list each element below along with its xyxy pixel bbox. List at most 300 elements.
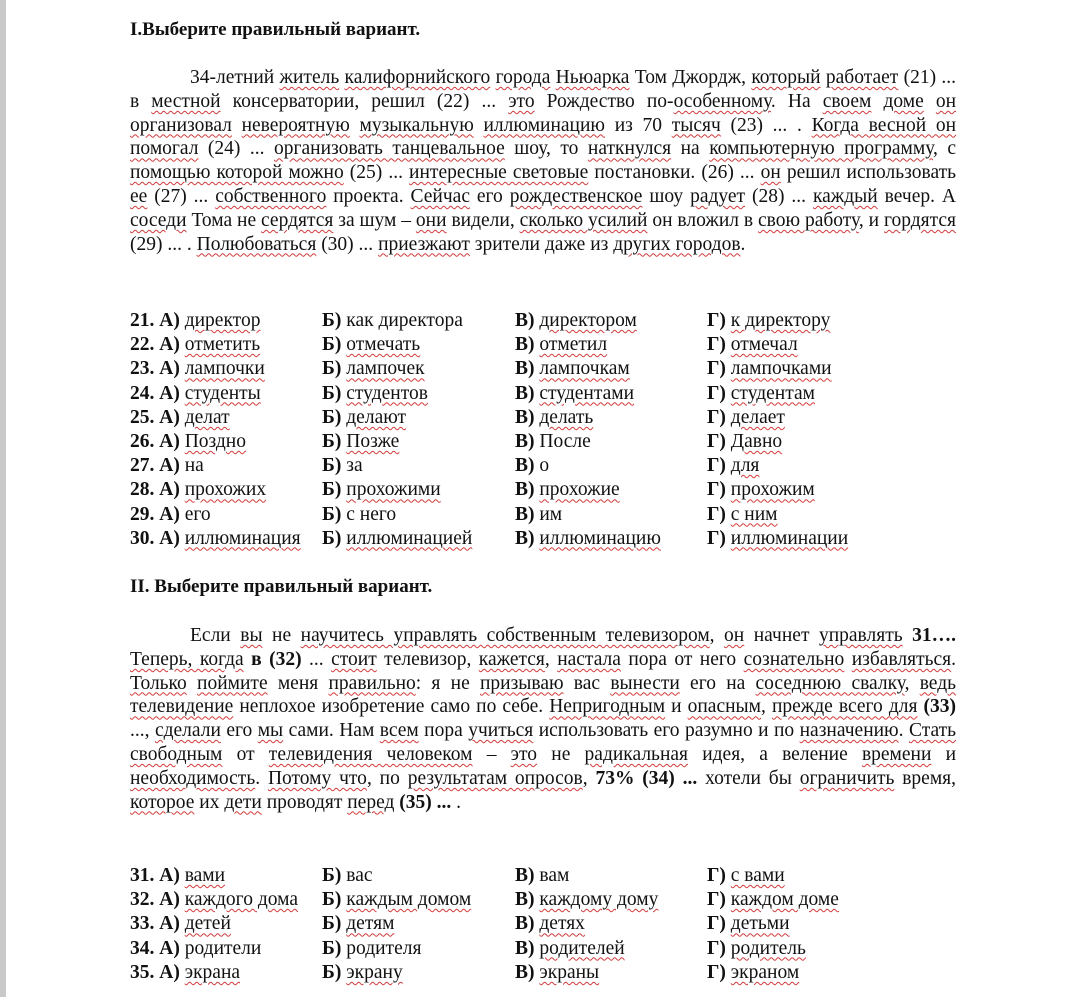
spellcheck-flagged-text: правильно xyxy=(328,672,416,694)
option-text: каждым домом xyxy=(346,889,472,911)
spellcheck-flagged-text: Теперь, когда xyxy=(130,648,244,670)
paragraph-text: на xyxy=(680,138,710,160)
option-letter: В) xyxy=(515,503,540,525)
option-a xyxy=(130,357,265,381)
option-text: экраном xyxy=(730,961,800,983)
paragraph-text xyxy=(232,115,242,136)
question-21-row xyxy=(130,309,960,333)
option-letter: Г) xyxy=(707,913,731,935)
option-letter: В) xyxy=(515,382,540,404)
spellcheck-flagged-text: призываю xyxy=(479,672,564,694)
paragraph-text: , xyxy=(544,648,558,670)
option-b xyxy=(322,527,472,551)
paragraph-text: и xyxy=(931,743,957,765)
option-c xyxy=(515,454,549,478)
question-32-row xyxy=(130,888,960,912)
paragraph-text: (25) ... xyxy=(343,162,410,184)
option-letter: Б) xyxy=(322,310,347,331)
question-26-row xyxy=(130,430,960,454)
paragraph-text: Если xyxy=(190,625,241,646)
paragraph-text: от xyxy=(222,743,269,765)
option-letter: Г) xyxy=(707,406,731,428)
paragraph-text: постановки. (26) ... xyxy=(594,162,761,184)
option-text: лампочек xyxy=(346,358,425,380)
option-letter: А) xyxy=(159,527,185,549)
paragraph-text: хотели бы xyxy=(697,767,800,789)
question-29-row xyxy=(130,503,960,527)
spellcheck-flagged-text: музыкальную xyxy=(359,114,474,136)
paragraph-text: за шум – xyxy=(333,209,416,231)
paragraph-text: время, xyxy=(894,767,957,789)
option-letter: Г) xyxy=(707,382,731,404)
paragraph-text: телевизор, xyxy=(376,648,479,670)
question-number: 24. xyxy=(130,382,160,404)
question-number: 35. xyxy=(130,961,160,983)
option-letter: В) xyxy=(515,913,540,935)
paragraph-text: (23) ... . xyxy=(730,114,812,136)
option-text: к директору xyxy=(730,310,831,331)
question-27-row xyxy=(130,454,960,478)
paragraph-text: он вложил в xyxy=(647,209,759,231)
question-30-row xyxy=(130,527,960,551)
question-number: 31. xyxy=(130,865,160,886)
paragraph-text: . xyxy=(770,90,788,112)
option-text: Давно xyxy=(730,430,783,452)
option-text: вами xyxy=(184,865,226,886)
spellcheck-flagged-text: дети xyxy=(224,791,262,813)
spellcheck-flagged-text: рождественское xyxy=(509,185,643,207)
option-letter: А) xyxy=(159,430,185,452)
option-letter: В) xyxy=(515,334,540,356)
option-letter: Г) xyxy=(707,961,731,983)
option-letter: А) xyxy=(159,913,185,935)
paragraph-text: 31…. xyxy=(912,625,956,646)
paragraph-text: видели, xyxy=(446,209,520,231)
spellcheck-flagged-text: ведь xyxy=(919,672,957,694)
option-text: экраны xyxy=(539,961,600,983)
option-letter: Б) xyxy=(322,889,347,911)
option-c xyxy=(515,430,591,454)
option-letter: А) xyxy=(159,382,185,404)
section-2-options xyxy=(130,864,960,985)
option-text: иллюминацию xyxy=(539,527,661,549)
option-text: детьми xyxy=(730,913,790,935)
spellcheck-flagged-text: всем xyxy=(379,720,419,742)
spellcheck-flagged-text: тысяч xyxy=(671,114,721,136)
paragraph-text: 73% (34) ... xyxy=(595,767,698,789)
option-text: детям xyxy=(346,913,395,935)
option-text: Поздно xyxy=(184,430,246,452)
paragraph-text: . xyxy=(255,767,268,789)
paragraph-text: , по xyxy=(366,767,408,789)
option-letter: Б) xyxy=(322,865,347,886)
option-letter: Г) xyxy=(707,503,731,525)
option-letter: В) xyxy=(515,889,540,911)
option-text: прохожих xyxy=(184,479,267,501)
paragraph-text: (28) ... xyxy=(745,185,813,207)
spellcheck-flagged-text: иллюминацию xyxy=(483,114,605,136)
paragraph-text: в (32) xyxy=(251,648,302,670)
option-letter: Г) xyxy=(707,479,731,501)
paragraph-text xyxy=(903,625,913,646)
option-a xyxy=(130,333,260,357)
option-c xyxy=(515,357,630,381)
paragraph-text: (29) ... . xyxy=(130,233,197,255)
paragraph-text: консерватории, решил (22) ... xyxy=(220,90,509,112)
option-text: отмечать xyxy=(346,334,421,356)
paragraph-text xyxy=(871,91,883,112)
question-35-row xyxy=(130,961,960,985)
option-letter: А) xyxy=(159,334,185,356)
option-b xyxy=(322,478,441,502)
option-letter: Б) xyxy=(322,503,347,525)
option-text: прохожие xyxy=(539,479,620,501)
spellcheck-flagged-text: гордятся xyxy=(883,209,956,231)
option-d xyxy=(707,333,798,357)
option-text: прохожими xyxy=(346,479,441,501)
option-d xyxy=(707,430,782,454)
paragraph-text: ..., xyxy=(130,720,155,742)
option-b xyxy=(322,503,396,527)
question-number: 22. xyxy=(130,334,160,356)
question-number: 25. xyxy=(130,406,160,428)
option-text: вас xyxy=(346,865,373,886)
paragraph-text: его xyxy=(469,185,510,207)
option-b xyxy=(322,430,399,454)
question-34-row xyxy=(130,937,960,961)
paragraph-text: неплохое изобретение само по себе. xyxy=(233,696,550,718)
option-a xyxy=(130,406,230,430)
option-letter: Б) xyxy=(322,382,347,404)
section-1-heading: I.Выберите правильный вариант. xyxy=(130,19,421,40)
option-text: родителей xyxy=(539,937,625,959)
option-letter: Г) xyxy=(707,865,731,886)
option-text: о xyxy=(539,455,550,477)
spellcheck-flagged-text: Полюбоваться xyxy=(196,233,317,255)
spellcheck-flagged-text: города xyxy=(495,67,551,88)
question-number: 28. xyxy=(130,479,160,501)
spellcheck-flagged-text: радует xyxy=(690,185,746,207)
spellcheck-flagged-text: Только xyxy=(130,672,187,694)
spellcheck-flagged-text: особенному xyxy=(673,90,771,112)
spellcheck-flagged-text: работает xyxy=(825,67,899,88)
spellcheck-flagged-text: стоит xyxy=(331,648,377,670)
section-2-heading: II. Выберите правильный вариант. xyxy=(130,576,433,597)
paragraph-text: идея, а веление xyxy=(688,743,862,765)
option-letter: В) xyxy=(515,310,540,331)
option-text: детях xyxy=(539,913,585,935)
option-a xyxy=(130,527,301,551)
option-c xyxy=(515,937,625,961)
spellcheck-flagged-text: который xyxy=(751,67,821,88)
paragraph-text: шоу, то xyxy=(504,138,588,160)
option-letter: Г) xyxy=(707,430,731,452)
option-d xyxy=(707,888,839,912)
option-text: После xyxy=(539,430,591,452)
paragraph-text: проводят xyxy=(261,791,348,813)
paragraph-text: , и xyxy=(858,209,884,231)
option-letter: А) xyxy=(159,937,185,959)
spellcheck-flagged-text: доме xyxy=(883,90,924,112)
option-letter: В) xyxy=(515,865,540,886)
paragraph-text xyxy=(924,91,936,112)
option-letter: Б) xyxy=(322,334,347,356)
option-b xyxy=(322,357,425,381)
question-31-row xyxy=(130,864,960,888)
spellcheck-flagged-text: он xyxy=(935,90,957,112)
option-letter: Г) xyxy=(707,455,731,477)
spellcheck-flagged-text: Непригодным xyxy=(549,696,666,718)
question-number: 34. xyxy=(130,937,160,959)
question-number: 29. xyxy=(130,503,160,525)
paragraph-text: решил использовать xyxy=(780,162,957,184)
spellcheck-flagged-text: собственного xyxy=(215,185,327,207)
paragraph-text: вечер. А xyxy=(877,185,956,207)
option-b xyxy=(322,309,463,333)
paragraph-text: из 70 xyxy=(605,114,672,136)
option-letter: А) xyxy=(159,455,185,477)
option-c xyxy=(515,912,585,936)
option-text: делает xyxy=(730,406,785,428)
option-letter: Г) xyxy=(707,358,731,380)
paragraph-text: (27) ... xyxy=(147,185,216,207)
option-text: родитель xyxy=(730,937,806,959)
spellcheck-flagged-text: избавляться xyxy=(851,648,952,670)
paragraph-text xyxy=(350,115,360,136)
option-d xyxy=(707,357,832,381)
option-text: родители xyxy=(184,937,262,959)
spellcheck-flagged-text: каждый xyxy=(812,185,878,207)
option-text: его xyxy=(184,503,211,525)
spellcheck-flagged-text: настала xyxy=(557,648,621,670)
option-letter: В) xyxy=(515,479,540,501)
spellcheck-flagged-text: он xyxy=(760,162,781,184)
option-text: директором xyxy=(539,310,637,331)
paragraph-text: . xyxy=(451,791,462,813)
spellcheck-flagged-text: Стать свободным xyxy=(130,720,957,765)
option-a xyxy=(130,478,266,502)
option-text: для xyxy=(730,455,760,477)
paragraph-text: : я не xyxy=(415,672,480,694)
option-letter: Б) xyxy=(322,430,347,452)
option-letter: А) xyxy=(159,503,185,525)
spellcheck-flagged-text: радикальная xyxy=(584,743,688,765)
option-a xyxy=(130,864,225,888)
paragraph-text: . xyxy=(898,720,909,742)
option-b xyxy=(322,864,373,888)
spellcheck-flagged-text: необходимость xyxy=(130,767,256,789)
option-text: отмечал xyxy=(730,334,798,356)
option-text: лампочкам xyxy=(539,358,630,380)
question-number: 33. xyxy=(130,913,160,935)
question-number: 23. xyxy=(130,358,160,380)
option-b xyxy=(322,454,363,478)
option-letter: Б) xyxy=(322,455,347,477)
paragraph-text: не xyxy=(262,625,301,646)
option-a xyxy=(130,888,298,912)
option-text: каждому дому xyxy=(539,889,659,911)
option-text: с вами xyxy=(730,865,785,886)
spellcheck-flagged-text: телевидение xyxy=(130,696,234,718)
section-1-paragraph xyxy=(130,66,956,256)
spellcheck-flagged-text: Потому что xyxy=(267,767,367,789)
option-d xyxy=(707,527,848,551)
option-c xyxy=(515,382,634,406)
option-c xyxy=(515,503,562,527)
option-letter: Г) xyxy=(707,937,731,959)
spellcheck-flagged-text: ограничить xyxy=(799,767,895,789)
paragraph-text: начнет xyxy=(744,625,819,646)
option-text: экрану xyxy=(346,961,403,983)
option-letter: А) xyxy=(159,310,185,331)
option-letter: В) xyxy=(515,430,540,452)
option-letter: Г) xyxy=(707,527,731,549)
option-a xyxy=(130,912,231,936)
spellcheck-flagged-text: калифорнийского xyxy=(344,67,491,88)
spellcheck-flagged-text: это xyxy=(510,743,538,765)
option-text: лампочки xyxy=(184,358,265,380)
option-b xyxy=(322,333,420,357)
option-text: студентам xyxy=(730,382,815,404)
paragraph-text: зрители даже из xyxy=(469,233,614,255)
paragraph-text: пора xyxy=(418,720,469,742)
paragraph-text xyxy=(473,744,487,765)
section-2-paragraph xyxy=(130,624,956,814)
spellcheck-flagged-text: прежде всего для xyxy=(771,696,918,718)
option-letter: Г) xyxy=(707,334,731,356)
question-23-row xyxy=(130,357,960,381)
option-d xyxy=(707,912,790,936)
option-d xyxy=(707,309,830,333)
option-text: делать xyxy=(539,406,594,428)
paragraph-text: , xyxy=(761,696,772,718)
spellcheck-flagged-text: компьютерную программу xyxy=(709,138,933,160)
option-d xyxy=(707,961,799,985)
section-1-options xyxy=(130,309,960,551)
question-number: 27. xyxy=(130,455,160,477)
option-b xyxy=(322,888,471,912)
option-text: студентов xyxy=(346,382,428,404)
window-left-edge xyxy=(0,0,6,997)
spellcheck-flagged-text: поймите xyxy=(197,672,268,694)
option-letter: Б) xyxy=(322,913,347,935)
spellcheck-flagged-text: организовал xyxy=(130,114,232,136)
paragraph-text: – xyxy=(486,743,511,765)
option-c xyxy=(515,888,658,912)
paragraph-text: его xyxy=(220,720,258,742)
paragraph-text: Том Джордж, xyxy=(629,67,752,88)
paragraph-text: использовать его разумно и по xyxy=(538,720,800,742)
option-d xyxy=(707,406,785,430)
paragraph-text: их xyxy=(194,791,225,813)
option-letter: Б) xyxy=(322,358,347,380)
spellcheck-flagged-text: опасным xyxy=(687,696,761,718)
paragraph-text: сами. Нам xyxy=(283,720,380,742)
option-letter: А) xyxy=(159,358,185,380)
spellcheck-flagged-text: это xyxy=(508,90,535,112)
spellcheck-flagged-text: сердятся xyxy=(261,209,334,231)
spellcheck-flagged-text: интересные световые xyxy=(409,162,589,184)
paragraph-text: . xyxy=(951,648,957,670)
option-letter: Б) xyxy=(322,527,347,549)
paragraph-text xyxy=(187,673,197,694)
option-d xyxy=(707,454,759,478)
option-text: прохожим xyxy=(730,479,815,501)
option-c xyxy=(515,309,637,333)
spellcheck-flagged-text: сделали xyxy=(154,720,221,742)
spellcheck-flagged-text: наткнулся xyxy=(587,138,672,160)
option-letter: Г) xyxy=(707,889,731,911)
option-a xyxy=(130,382,261,406)
option-d xyxy=(707,382,815,406)
option-text: с ним xyxy=(730,503,778,525)
option-letter: В) xyxy=(515,358,540,380)
question-number: 32. xyxy=(130,889,160,911)
spellcheck-flagged-text: телевидения человеком xyxy=(268,743,473,765)
spellcheck-flagged-text: кажется xyxy=(478,648,545,670)
option-b xyxy=(322,382,428,406)
option-c xyxy=(515,333,607,357)
option-text: каждом доме xyxy=(730,889,839,911)
option-letter: В) xyxy=(515,937,540,959)
paragraph-text: , xyxy=(582,767,596,789)
option-b xyxy=(322,912,394,936)
option-d xyxy=(707,503,778,527)
paragraph-text: пора от него xyxy=(620,648,744,670)
spellcheck-flagged-text: Ньюарка xyxy=(555,67,630,88)
option-c xyxy=(515,864,569,888)
paragraph-text xyxy=(671,138,680,159)
spellcheck-flagged-text: свою работу xyxy=(758,209,859,231)
question-number: 26. xyxy=(130,430,160,452)
option-text: директор xyxy=(184,310,261,331)
option-text: за xyxy=(346,455,363,477)
question-25-row xyxy=(130,406,960,430)
option-letter: А) xyxy=(159,479,185,501)
option-text: иллюминация xyxy=(184,527,301,549)
paragraph-text: (35) ... xyxy=(399,791,452,813)
spellcheck-flagged-text: учиться xyxy=(468,720,534,742)
spellcheck-flagged-text: сколько усилий xyxy=(519,209,648,231)
paragraph-text: вас xyxy=(563,672,611,694)
paragraph-text: (24) ... xyxy=(198,138,274,160)
spellcheck-flagged-text: вы xyxy=(240,625,263,646)
option-a xyxy=(130,937,261,961)
paragraph-text: , с xyxy=(933,138,956,160)
option-b xyxy=(322,961,403,985)
spellcheck-flagged-text: управлять xyxy=(818,625,903,646)
paragraph-text: меня xyxy=(267,672,329,694)
spellcheck-flagged-text: своем xyxy=(822,90,872,112)
option-letter: А) xyxy=(159,961,185,983)
option-c xyxy=(515,527,661,551)
paragraph-text: На xyxy=(787,90,823,112)
option-letter: В) xyxy=(515,455,540,477)
option-letter: Б) xyxy=(322,961,347,983)
question-number: 30. xyxy=(130,527,160,549)
spellcheck-flagged-text: вынести xyxy=(610,672,680,694)
option-a xyxy=(130,961,240,985)
option-a xyxy=(130,309,260,333)
spellcheck-flagged-text: он xyxy=(724,625,745,646)
option-text: Позже xyxy=(346,430,400,452)
paragraph-text: , xyxy=(904,672,920,694)
spellcheck-flagged-text: времени xyxy=(861,743,932,765)
option-letter: А) xyxy=(159,889,185,911)
option-text: отметил xyxy=(539,334,608,356)
option-c xyxy=(515,961,599,985)
paragraph-text: (21) ... в xyxy=(130,67,957,112)
